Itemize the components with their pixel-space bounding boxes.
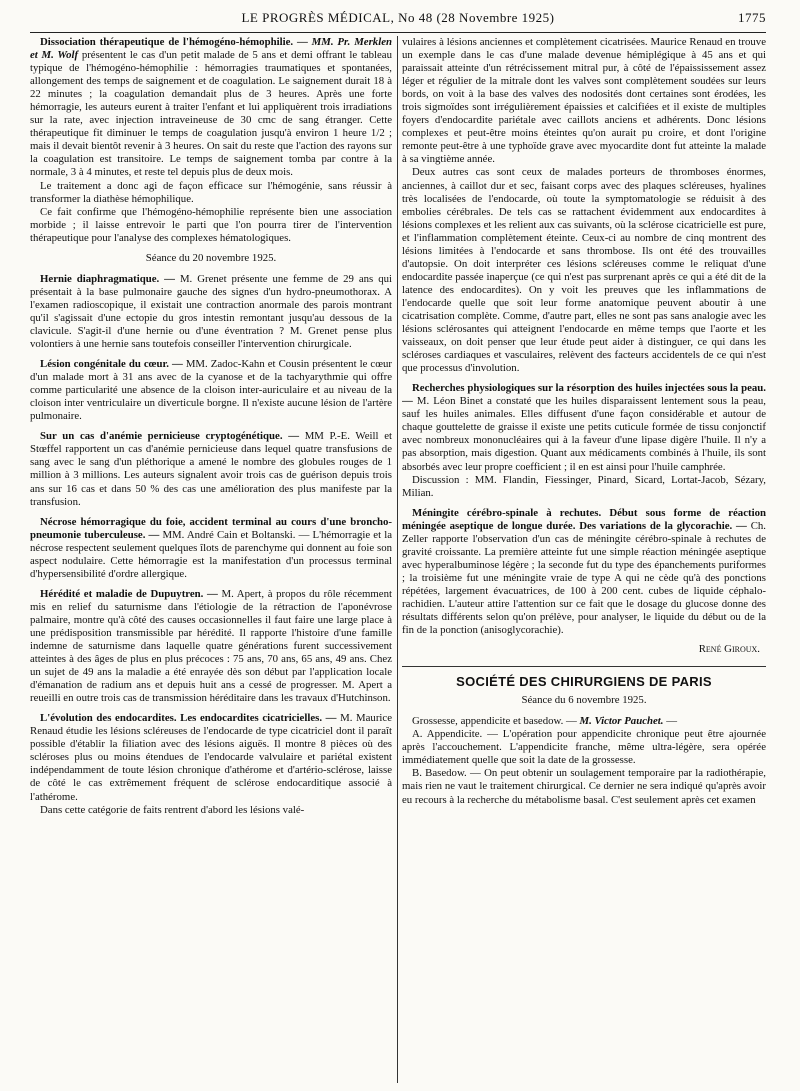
article-paragraph: B. Basedow. — On peut obtenir un soulagement temporaire par la radiothérapie, mais rien ne vaut le traitement chirurgical. Ce dernier ne sera indiqué qu'après avoir eu recours à la recherche du métabolisme basal. C'est seulement après cet examen <box>402 767 766 806</box>
left-column <box>30 36 392 1083</box>
article-title: Hernie diaphragmatique. — <box>40 272 180 285</box>
article-paragraph <box>30 516 392 581</box>
article-endocardites-continued <box>402 36 766 375</box>
article-endocardites <box>30 712 392 816</box>
article-paragraph <box>402 382 766 473</box>
article-title: Nécrose hémorragique du foie, accident terminal au cours d'une broncho-pneumonie tuberculeuse. — <box>30 515 392 541</box>
article-text: Ch. Zeller rapporte l'observation d'un cas de méningite cérébro-spinale à rechutes de gravité croissante. La première atteinte fut une simple réaction méningée aseptique avec hyperalbuminose légère ; la seconde fut du type des épanchements puriformes ; la troisième fut une méningite vraie de type A qui ne cède qu'à des ponctions répétées, largement évacuatrices, de 100 à 200 cent. cubes de liquide céphalo-rachidien. L'auteur attire l'attention sur ce fait que le dosage du glucose donne des résultats différents selon qu'on prélève, pour analyser, le liquide du début ou de la fin de la ponction (anisoglycorachie). <box>402 519 766 637</box>
running-head <box>30 6 766 33</box>
article-paragraph <box>30 588 392 705</box>
article-dupuytren <box>30 588 392 705</box>
article-paragraph: Deux autres cas sont ceux de malades porteurs de thromboses énormes, anciennes, à caillot dur et sec, faisant corps avec des plaques scléreuses, hyalines très localisées de l'endocarde, où toute la symptomatologie se réduisit à des embolies cérébrales. De tels cas se rattachent évidemment aux endocardites à lésions complexes et les relient aux cas suivants, où la sclérose cicatricielle est pure, et l'inflammation complètement éteinte. Ceux-ci au nombre de cinq montrent des lésions limitées à l'endocarde et sans thrombose. Ils ont été des trouvailles d'autopsie. On doit interpréter ces lésions scléreuses comme le reliquat d'une endocardite passée inaperçue (ce qui n'est pas surprenant après ce qui a été dit de la latence des endocardites). On y voit les preuves que les inflammations de l'endocarde quelle que soit leur forme anatomique peuvent aboutir à une cicatrisation complète. Comme, d'autre part, elles ne sont pas sans analogie avec les lésions sclérosantes qui atteignent l'endocarde en même temps que l'aorte et les vaisseaux, on doit penser que leur étude peut aider à distinguer, ce qui dans les scléroses cardiaques et vasculaires, relèvent des facteurs accidentels de ce qui n'est que processus d'involution. <box>402 166 766 375</box>
article-lesion-congenitale <box>30 358 392 423</box>
article-text: M. Grenet présente une femme de 29 ans qui présentait à la base pulmonaire gauche des signes d'un hydro-pneumothorax. A l'examen radioscopique, il existait une contraction anormale des parois montrant qu'il s'agissait d'une ectopie du gros intestin remontant jusqu'au dessous de la clavicule. S'agit-il d'une hernie ou d'une éventration ? M. Grenet pense plus volontiers à une hernie sans toutefois conseiller l'intervention chirurgicale. <box>30 272 392 351</box>
article-hemogeno-hemophilie <box>30 36 392 245</box>
article-text: MM. André Cain et Boltanski. — L'hémorragie et la nécrose respectent seulement quelques îlots de parenchyme qui donnent au foie son aspect nodulaire. Cette hémorragie est la manifestation d'un processus terminal d'hypersensibilité d'ordre allergique. <box>30 528 392 580</box>
article-necrose-foie <box>30 516 392 581</box>
article-title: Hérédité et maladie de Dupuytren. — <box>40 587 222 600</box>
article-paragraph: Dans cette catégorie de faits rentrent d'abord les lésions valé- <box>40 803 305 816</box>
article-authors: MM. Pr. Merklen et M. Wolf <box>30 36 392 62</box>
session-date: Séance du 20 novembre 1925. <box>145 251 277 264</box>
article-paragraph <box>30 36 392 180</box>
article-text: M. Léon Binet a constaté que les huiles disparaissent lentement sous la peau, sauf les huiles animales. Elles diffusent d'une façon considérable et autour de chaque gouttelette de graisse il existe une petits cuticule formée de tissu conjonctif avec nombreux mononucléaires qui à la faveur d'une lipase digère l'huile. Il n'y a pas absorption, mais digestion. Quant aux médicaments combinés à l'huile, ils sont absorbés avec leur propre coefficient ; il en est ainsi pour l'huile camphrée. <box>402 395 766 473</box>
article-title: Lésion congénitale du cœur. — <box>40 358 186 371</box>
article-paragraph: Le traitement a donc agi de façon efficace sur l'hémogénie, sans réussir à transformer la diathèse hémophilique. <box>30 179 392 205</box>
article-title: L'évolution des endocardites. Les endocardites cicatricielles. — <box>40 712 341 725</box>
right-column <box>402 36 766 1083</box>
article-text: M. Apert, à propos du rôle récemment mis en relief du saturnisme dans l'étiologie de la rétraction de l'aponévrose palmaire, montre qu'à côté des causes occasionnelles il faut faire une large place à une prédisposition transmissible par hérédité. Il rapporte l'histoire d'une famille indemne de saturnisme dans laquelle quatre générations furent successivement atteintes à des âges de plus en plus précoces : 75 ans, 70 ans, 65 ans, 49 ans. Chez un sujet de 49 ans la maladie a été enrayée dès son début par l'application locale d'émanation de radium ans et depuis huit ans a cessé de progresser. M. Apert a reueilli en outre trois cas de transmission héréditaire dans les travaux d'Hutchinson. <box>30 587 392 705</box>
article-title: Grossesse, appendicite et basedow. — <box>412 715 580 728</box>
article-paragraph: A. Appendicite. — L'opération pour appendicite chronique peut être ajournée après l'accouchement. L'appendicite franche, même ultra-légère, sera opérée immédiatement quelle que soit la date de la grossesse. <box>402 728 766 767</box>
article-title: Méningite cérébro-spinale à rechutes. Début sous forme de réaction méningée aseptique de longue durée. Des variations de la glycorachie. — <box>402 506 766 532</box>
article-title: Recherches physiologiques sur la résorption des huiles injectées sous la peau. — <box>402 382 766 408</box>
article-text: présentent le cas d'un petit malade de 5 ans et demi offrant le tableau typique de l'hémogéno-hémophilie : hémorragies traumatiques et spontanées, allongement des temps de saignement et de coagulation. Le saignement durait 18 à 22 minutes ; la coagulation demandait plus de 3 heures. Après une forte hémorragie, les auteurs eurent à traiter l'enfant et lui appliquèrent trois irradiations sur la rate, avec injection intraveineuse de 30 cmc de sang étranger. Cette thérapeutique fit diminuer le temps de coagulation jusqu'à environ 1 heure 1/2 ; mais il devait bientôt revenir à 3 heures. On sait du reste que l'action des rayons sur la coagulation est transitoire. Le temps de saignement tomba par contre à la normale, 3 à 4 minutes, et reste tel depuis plus de deux mois. <box>30 49 392 179</box>
article-paragraph <box>30 430 392 508</box>
article-meningite <box>402 507 766 657</box>
session-date: Séance du 6 novembre 1925. <box>521 694 647 707</box>
article-text: — <box>663 715 677 728</box>
article-resorption-huiles <box>402 382 766 499</box>
article-hernie-diaphragmatique <box>30 273 392 351</box>
article-text: MM. Zadoc-Kahn et Cousin présentent le cœur d'un malade mort à 31 ans avec de la cyanose et de la tachyarythmie qui offre comme particularité une absence de la cloison inter-auriculaire et au niveau de la cloison inter ventriculaire un diverticule borgne. Il n'existe aucune lésion de l'artère pulmonaire. <box>30 358 392 423</box>
article-anemie-pernicieuse <box>30 430 392 508</box>
page-number: 1775 <box>738 10 766 25</box>
article-title: Sur un cas d'anémie pernicieuse cryptogénétique. — <box>40 430 305 443</box>
article-authors: M. Victor Pauchet. <box>579 715 664 728</box>
signature-name: René Giroux. <box>698 643 760 656</box>
article-title: Dissociation thérapeutique de l'hémogéno-hémophilie. — <box>40 36 312 48</box>
article-text: MM P.-E. Weill et Stœffel rapportent un cas d'anémie pernicieuse dans lequel quatre transfusions de sang avec le sang d'un pléthorique a amené le nombre des globules rouges de 1 million à 3 millions. Les auteurs signalent avoir trois cas de guérison depuis trois ans sur 16 cas et dans 50 % des cas une amélioration des plus manifeste par la transfusion. <box>30 430 392 508</box>
column-rule <box>397 36 398 1083</box>
article-grossesse-appendicite <box>402 715 766 806</box>
discussion-paragraph: Discussion : MM. Flandin, Fiessinger, Pinard, Sicard, Lortat-Jacob, Sézary, Milian. <box>402 473 766 499</box>
article-paragraph: Ce fait confirme que l'hémogéno-hémophilie représente bien une association morbide ; il laisse entrevoir le parti que l'on pourra tirer de l'intervention thérapeutique pour l'analyse des complexes hématologiques. <box>30 205 392 244</box>
journal-title: LE PROGRÈS MÉDICAL, No 48 (28 Novembre 1925) <box>241 10 555 25</box>
society-heading: SOCIÉTÉ DES CHIRURGIENS DE PARIS <box>402 666 766 688</box>
text-columns <box>30 36 766 1083</box>
article-paragraph <box>30 273 392 351</box>
article-paragraph <box>30 358 392 423</box>
article-paragraph: vulaires à lésions anciennes et complètement cicatrisées. Maurice Renaud en trouve un exemple dans le cas d'une malade devenue hémiplégique à 45 ans et qui paraissait atteinte d'un rétrécissement mitral pur, à côté de l'épaississement assez léger et régulier de la mitrale dont les valves sont complètement soudées sur leurs bords, on voit à la base des valves des nodosités dont certaines sont érodées, les trois sigmoïdes sont irrégulièrement épaissies et calcifiées et il existe de multiples foyers d'endocardite pariétale avec caillots anciens et adhérents. Donc lésions complexes et peut-être moins éteintes qu'on aurait pu croire, et dont l'origine remonte peut-être à une typhoïde grave avec myocardite dont fut atteinte la malade à sa vingtième année. <box>402 36 766 166</box>
article-paragraph <box>402 715 766 728</box>
article-text: M. Maurice Renaud étudie les lésions scléreuses de l'endocarde de type cicatriciel dont il paraît possible d'établir la filiation avec des lésions aiguës. Il montre 8 pièces où des scléroses plus ou moins étendues de l'endocarde valvulaire et pariétal existent indépendamment de toute lésion chronique d'athérome et d'artério-sclérose, laisse de côté le cas extrêmement fréquent de sclérose endocarditique associé à l'athérome. <box>30 712 392 803</box>
article-paragraph <box>30 712 392 803</box>
article-paragraph <box>402 507 766 637</box>
signature <box>402 643 760 656</box>
